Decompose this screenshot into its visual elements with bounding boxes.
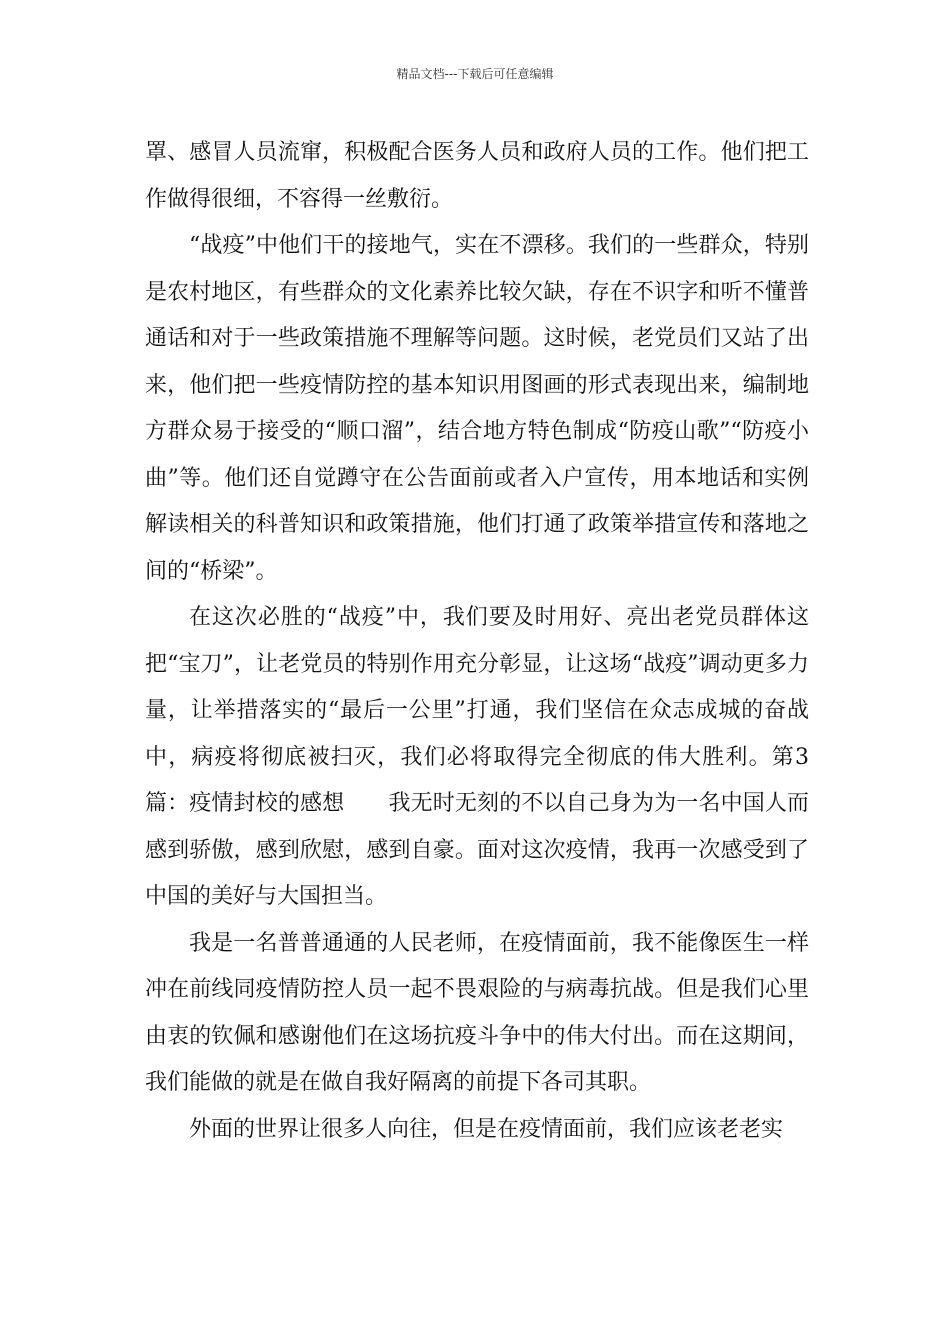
paragraph-1: 罩、感冒人员流窜，积极配合医务人员和政府人员的工作。他们把工作做得很细，不容得一丝敷衍。	[145, 140, 809, 212]
paragraph-2: “战疫”中他们干的接地气，实在不漂移。我们的一些群众，特别是农村地区，有些群众的文化素养比较欠缺，存在不识字和听不懂普通话和对于一些政策措施不理解等问题。这时候，老党员们又站了出来，他们把一些疫情防控的基本知识用图画的形式表现出来，编制地方群众易于接受的“顺口溜”，结合地方特色制成“防疫山歌”“防疫小曲”等。他们还自觉蹲守在公告面前或者入户宣传，用本地话和实例解读相关的科普知识和政策措施，他们打通了政策举措宣传和落地之间的“桥梁”。	[145, 233, 809, 584]
paragraph-3: 在这次必胜的“战疫”中，我们要及时用好、亮出老党员群体这把“宝刀”，让老党员的特别作用充分彰显，让这场“战疫”调动更多力量，让举措落实的“最后一公里”打通，我们坚信在众志成城的奋战中，病疫将彻底被扫灭，我们必将取得完全彻底的伟大胜利。第3篇：疫情封校的感想 我无时无刻的不以自己身为为一名中国人而感到骄傲，感到欣慰，感到自豪。面对这次疫情，我再一次感受到了中国的美好与大国担当。	[145, 605, 809, 909]
paragraph-4: 我是一名普普通通的人民老师，在疫情面前，我不能像医生一样冲在前线同疫情防控人员一起不畏艰险的与病毒抗战。但是我们心里由衷的钦佩和感谢他们在这场抗疫斗争中的伟大付出。而在这期间，我们能做的就是在做自我好隔离的前提下各司其职。	[145, 930, 809, 1095]
document-body	[145, 130, 809, 1153]
page-header: 精品文档---下载后可任意编辑	[396, 67, 554, 81]
paragraph-5: 外面的世界让很多人向往，但是在疫情面前，我们应该老老实	[189, 1116, 784, 1142]
